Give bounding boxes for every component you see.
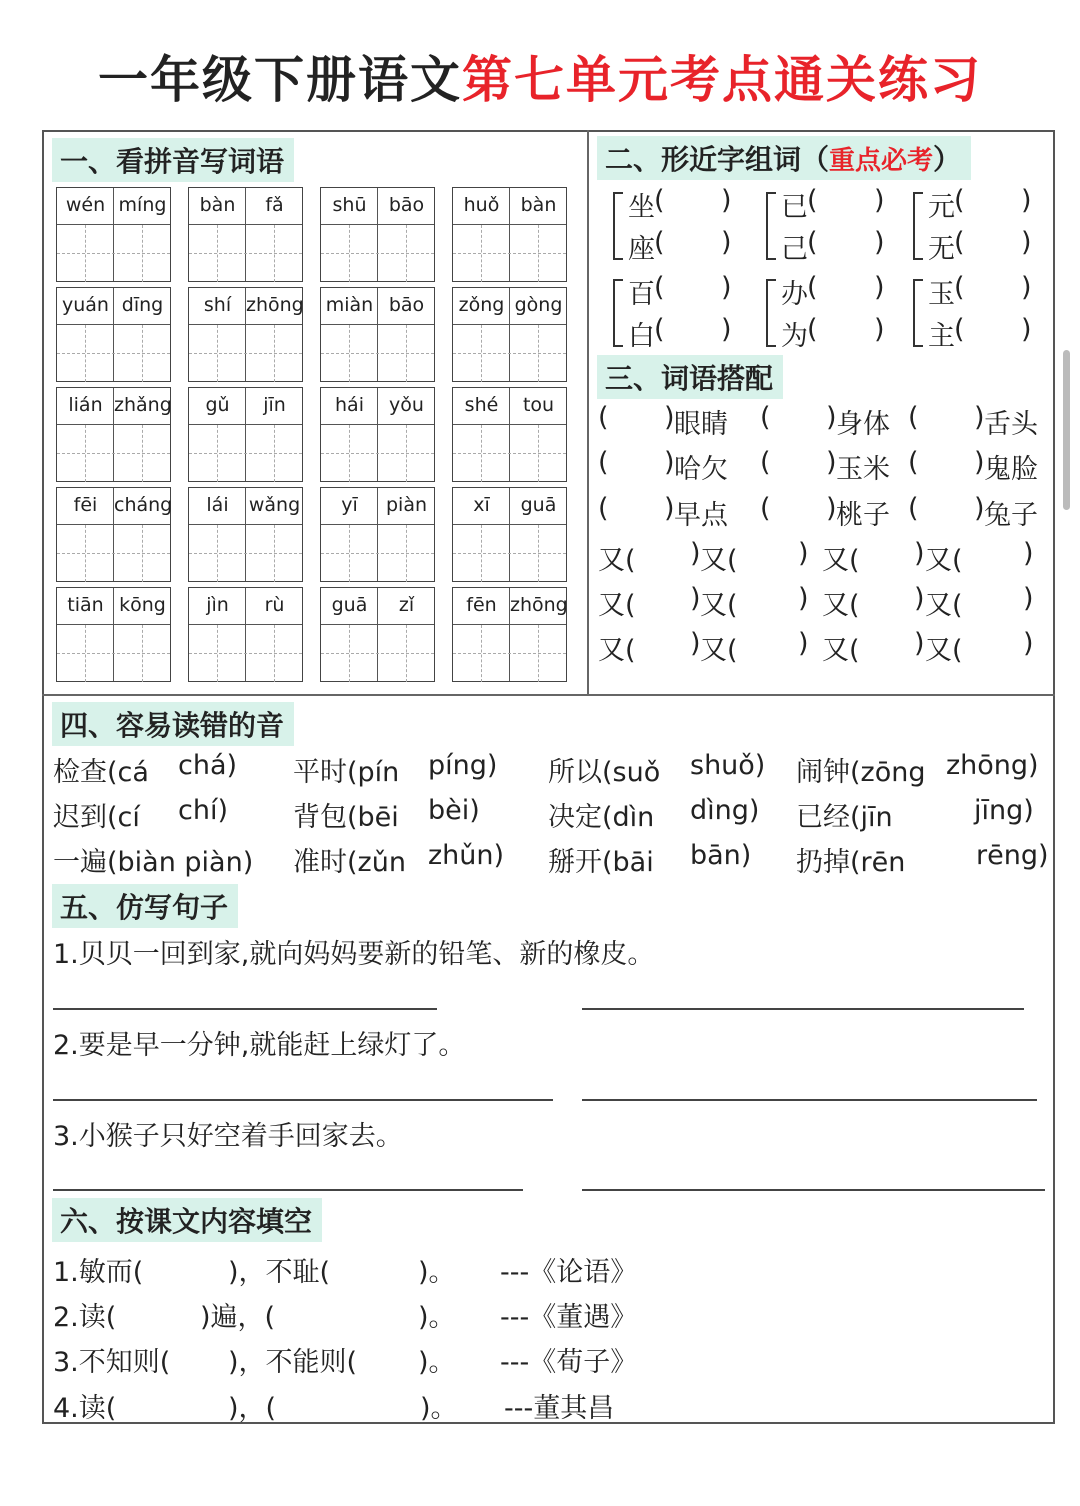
cell-guide-line xyxy=(85,325,86,382)
paren-close: ) xyxy=(798,583,809,614)
pinyin-left: lái xyxy=(206,494,229,516)
pinyin-left: shí xyxy=(203,294,232,316)
cell-guide-line xyxy=(142,425,143,482)
writing-cell[interactable] xyxy=(56,287,171,382)
match-word: 鬼脸 xyxy=(984,454,1038,485)
paren-open: ( xyxy=(807,227,818,258)
writing-cell[interactable] xyxy=(320,587,435,682)
cell-guide-line xyxy=(349,525,350,582)
cell-guide-line xyxy=(538,425,539,482)
reading-option: chá) xyxy=(178,750,238,781)
paren-close: ) xyxy=(664,493,675,524)
sentence-2: 2.要是早一分钟,就能赶上绿灯了。 xyxy=(53,1030,466,1061)
pinyin-left: xī xyxy=(473,494,490,516)
answer-line[interactable] xyxy=(53,1008,437,1010)
section-2-heading xyxy=(597,136,971,180)
answer-line[interactable] xyxy=(582,1189,1045,1191)
match-word: 舌头 xyxy=(984,409,1038,440)
paren-close: ) xyxy=(664,402,675,433)
cell-guide-line xyxy=(57,353,170,354)
pinyin-right: jīn xyxy=(263,394,286,416)
char-top: 百 xyxy=(628,279,655,310)
cell-guide-line xyxy=(57,653,170,654)
paren-open: ( xyxy=(654,227,665,258)
answer-line[interactable] xyxy=(582,1099,1037,1101)
cell-guide-line xyxy=(453,524,566,525)
reading-option: jīng) xyxy=(974,795,1034,826)
cell-guide-line xyxy=(85,425,86,482)
page-title xyxy=(0,40,1080,112)
reading-word: 决定(dìn xyxy=(548,802,655,833)
char-bottom: 为 xyxy=(781,321,808,352)
you-word-blank: 又( xyxy=(925,545,963,576)
pinyin-left: lián xyxy=(68,394,103,416)
you-word-blank: 又( xyxy=(700,635,738,666)
cell-guide-line xyxy=(321,224,434,225)
cell-guide-line xyxy=(57,453,170,454)
pinyin-right: kōng xyxy=(119,594,166,616)
you-word-blank: 又( xyxy=(700,545,738,576)
bracket xyxy=(913,192,923,260)
cell-guide-line xyxy=(406,325,407,382)
paren-close: ) xyxy=(874,185,885,216)
fill-4-source: ---董其昌 xyxy=(504,1393,615,1424)
writing-cell[interactable] xyxy=(452,187,567,282)
cell-guide-line xyxy=(189,324,302,325)
pinyin-left: huǒ xyxy=(463,194,500,216)
fill-3-b: )，不能则( xyxy=(228,1347,358,1378)
cell-guide-line xyxy=(57,224,170,225)
cell-guide-line xyxy=(189,624,302,625)
answer-line[interactable] xyxy=(53,1099,553,1101)
cell-guide-line xyxy=(321,524,434,525)
fill-2-c: )。 xyxy=(418,1302,456,1333)
cell-guide-line xyxy=(481,625,482,682)
fill-2-a: 2.读( xyxy=(53,1302,117,1333)
paren-close: ) xyxy=(874,314,885,345)
row-divider xyxy=(42,694,1055,696)
cell-guide-line xyxy=(321,424,434,425)
writing-cell[interactable] xyxy=(320,387,435,482)
pinyin-left: tiān xyxy=(67,594,104,616)
pinyin-left: bàn xyxy=(199,194,236,216)
cell-guide-line xyxy=(57,324,170,325)
cell-guide-line xyxy=(321,353,434,354)
writing-cell[interactable] xyxy=(188,587,303,682)
you-word-blank: 又( xyxy=(598,545,636,576)
cell-guide-line xyxy=(189,224,302,225)
paren-close: ) xyxy=(914,583,925,614)
char-top: 办 xyxy=(781,279,808,310)
paren-open: ( xyxy=(598,402,609,433)
reading-option: shuǒ) xyxy=(690,750,766,781)
cell-guide-line xyxy=(453,353,566,354)
paren-close: ) xyxy=(721,314,732,345)
pinyin-left: jìn xyxy=(206,594,229,616)
char-bottom: 主 xyxy=(928,321,955,352)
bracket xyxy=(766,279,776,347)
reading-word: 检查(cá xyxy=(53,757,149,788)
reading-word: 闹钟(zōng xyxy=(796,757,926,788)
cell-guide-line xyxy=(406,425,407,482)
reading-word: 扔掉(rēn xyxy=(796,847,906,878)
pinyin-left: shé xyxy=(464,394,499,416)
cell-guide-line xyxy=(481,525,482,582)
fill-4-b: )，( xyxy=(228,1393,277,1424)
cell-guide-line xyxy=(85,525,86,582)
paren-close: ) xyxy=(874,272,885,303)
cell-guide-line xyxy=(538,625,539,682)
char-top: 玉 xyxy=(928,279,955,310)
char-top: 已 xyxy=(781,192,808,223)
char-top: 坐 xyxy=(628,192,655,223)
pinyin-left: yuán xyxy=(62,294,109,316)
pinyin-right: dīng xyxy=(121,294,164,316)
fill-4-a: 4.读( xyxy=(53,1393,117,1424)
paren-open: ( xyxy=(954,227,965,258)
cell-guide-line xyxy=(453,424,566,425)
fill-1-c: )。 xyxy=(418,1257,456,1288)
cell-guide-line xyxy=(349,225,350,282)
you-word-blank: 又( xyxy=(925,590,963,621)
reading-option: zhōng) xyxy=(946,750,1039,781)
paren-close: ) xyxy=(1023,583,1034,614)
fill-3-c: )。 xyxy=(418,1347,456,1378)
paren-open: ( xyxy=(954,185,965,216)
paren-close: ) xyxy=(690,583,701,614)
cell-guide-line xyxy=(142,325,143,382)
fill-3-source: ---《荀子》 xyxy=(500,1347,638,1378)
cell-guide-line xyxy=(217,225,218,282)
paren-open: ( xyxy=(598,447,609,478)
cell-guide-line xyxy=(189,553,302,554)
match-word: 早点 xyxy=(674,500,728,531)
cell-guide-line xyxy=(85,225,86,282)
writing-cell[interactable] xyxy=(56,387,171,482)
paren-close: ) xyxy=(721,272,732,303)
pinyin-left: zǒng xyxy=(458,294,505,316)
title-black: 一年级下册语文 xyxy=(98,51,462,109)
section-2-title-end: ） xyxy=(933,143,962,176)
cell-guide-line xyxy=(57,253,170,254)
paren-open: ( xyxy=(954,314,965,345)
reading-option: chí) xyxy=(178,795,228,826)
char-bottom: 无 xyxy=(928,234,955,265)
scrollbar[interactable] xyxy=(1063,350,1070,510)
cell-guide-line xyxy=(274,625,275,682)
paren-close: ) xyxy=(914,538,925,569)
cell-guide-line xyxy=(217,625,218,682)
writing-cell[interactable] xyxy=(452,287,567,382)
paren-close: ) xyxy=(1023,628,1034,659)
answer-line[interactable] xyxy=(582,1008,1024,1010)
paren-open: ( xyxy=(760,402,771,433)
writing-cell[interactable] xyxy=(188,387,303,482)
cell-guide-line xyxy=(481,325,482,382)
fill-3-a: 3.不知则( xyxy=(53,1347,171,1378)
paren-close: ) xyxy=(721,227,732,258)
cell-guide-line xyxy=(274,325,275,382)
match-word: 身体 xyxy=(836,409,890,440)
paren-close: ) xyxy=(914,628,925,659)
char-bottom: 己 xyxy=(781,234,808,265)
cell-guide-line xyxy=(453,324,566,325)
char-top: 元 xyxy=(928,192,955,223)
cell-guide-line xyxy=(142,225,143,282)
cell-guide-line xyxy=(406,225,407,282)
reading-word: 已经(jīn xyxy=(796,802,893,833)
reading-option: bān) xyxy=(690,840,752,871)
pinyin-right: zhōng xyxy=(246,294,304,316)
pinyin-right: tou xyxy=(522,394,555,416)
column-divider xyxy=(587,130,589,695)
you-word-blank: 又( xyxy=(822,590,860,621)
cell-guide-line xyxy=(142,625,143,682)
bracket xyxy=(766,192,776,260)
paren-open: ( xyxy=(654,185,665,216)
match-word: 桃子 xyxy=(836,500,890,531)
pinyin-right: zǐ xyxy=(398,594,415,616)
fill-4-c: )。 xyxy=(420,1393,458,1424)
bracket xyxy=(613,192,623,260)
pinyin-left: wén xyxy=(65,194,106,216)
pinyin-right: yǒu xyxy=(389,394,424,416)
section-3-heading: 三、词语搭配 xyxy=(597,355,783,399)
fill-1-a: 1.敏而( xyxy=(53,1257,144,1288)
pinyin-right: bāo xyxy=(388,294,425,316)
pinyin-left: miàn xyxy=(325,294,374,316)
pinyin-right: guā xyxy=(520,494,557,516)
cell-guide-line xyxy=(189,253,302,254)
cell-guide-line xyxy=(274,525,275,582)
match-word: 玉米 xyxy=(836,454,890,485)
fill-2-source: ---《董遇》 xyxy=(500,1302,638,1333)
cell-guide-line xyxy=(217,525,218,582)
sentence-1: 1.贝贝一回到家,就向妈妈要新的铅笔、新的橡皮。 xyxy=(53,939,655,970)
paren-close: ) xyxy=(826,493,837,524)
reading-word: 迟到(cí xyxy=(53,802,140,833)
paren-close: ) xyxy=(1021,314,1032,345)
writing-cell[interactable] xyxy=(188,287,303,382)
paren-close: ) xyxy=(1021,272,1032,303)
paren-open: ( xyxy=(654,314,665,345)
cell-guide-line xyxy=(453,224,566,225)
cell-guide-line xyxy=(142,525,143,582)
pinyin-right: piàn xyxy=(385,494,428,516)
paren-close: ) xyxy=(974,493,985,524)
cell-guide-line xyxy=(321,553,434,554)
paren-close: ) xyxy=(826,402,837,433)
reading-word: 一遍(biàn piàn) xyxy=(53,847,254,878)
cell-guide-line xyxy=(453,253,566,254)
you-word-blank: 又( xyxy=(598,635,636,666)
paren-close: ) xyxy=(664,447,675,478)
match-word: 兔子 xyxy=(984,500,1038,531)
cell-guide-line xyxy=(349,625,350,682)
reading-word: 平时(pín xyxy=(293,757,400,788)
paren-close: ) xyxy=(690,538,701,569)
cell-guide-line xyxy=(321,653,434,654)
reading-word: 准时(zǔn xyxy=(293,847,406,878)
bracket xyxy=(613,279,623,347)
you-word-blank: 又( xyxy=(822,545,860,576)
match-word: 眼睛 xyxy=(674,409,728,440)
cell-guide-line xyxy=(57,424,170,425)
writing-cell[interactable] xyxy=(452,587,567,682)
sentence-3: 3.小猴子只好空着手回家去。 xyxy=(53,1121,403,1152)
reading-option: píng) xyxy=(428,750,498,781)
cell-guide-line xyxy=(406,625,407,682)
you-word-blank: 又( xyxy=(700,590,738,621)
paren-open: ( xyxy=(654,272,665,303)
writing-cell[interactable] xyxy=(452,487,567,582)
writing-cell[interactable] xyxy=(56,187,171,282)
paren-open: ( xyxy=(908,402,919,433)
section-4-heading: 四、容易读错的音 xyxy=(52,702,294,746)
writing-cell[interactable] xyxy=(452,387,567,482)
paren-close: ) xyxy=(798,538,809,569)
reading-option: bèi) xyxy=(428,795,480,826)
paren-open: ( xyxy=(954,272,965,303)
cell-guide-line xyxy=(538,525,539,582)
bracket xyxy=(913,279,923,347)
cell-guide-line xyxy=(217,325,218,382)
pinyin-left: fēn xyxy=(466,594,497,616)
cell-guide-line xyxy=(189,653,302,654)
reading-option: rēng) xyxy=(976,840,1049,871)
paren-open: ( xyxy=(598,493,609,524)
cell-guide-line xyxy=(453,624,566,625)
paren-close: ) xyxy=(974,402,985,433)
char-bottom: 座 xyxy=(628,234,655,265)
cell-guide-line xyxy=(321,324,434,325)
paren-close: ) xyxy=(1021,227,1032,258)
cell-guide-line xyxy=(57,553,170,554)
pinyin-right: míng xyxy=(118,194,167,216)
cell-guide-line xyxy=(57,524,170,525)
paren-open: ( xyxy=(908,447,919,478)
pinyin-left: yī xyxy=(341,494,358,516)
paren-close: ) xyxy=(974,447,985,478)
paren-close: ) xyxy=(1021,185,1032,216)
writing-cell[interactable] xyxy=(188,487,303,582)
you-word-blank: 又( xyxy=(598,590,636,621)
cell-guide-line xyxy=(538,225,539,282)
reading-word: 掰开(bāi xyxy=(548,847,654,878)
section-6-heading: 六、按课文内容填空 xyxy=(52,1198,322,1242)
cell-guide-line xyxy=(85,625,86,682)
fill-2-b: )遍，( xyxy=(200,1302,276,1333)
cell-guide-line xyxy=(274,425,275,482)
pinyin-right: fǎ xyxy=(265,194,284,216)
fill-1-b: )，不耻( xyxy=(228,1257,331,1288)
cell-guide-line xyxy=(274,225,275,282)
paren-open: ( xyxy=(908,493,919,524)
cell-guide-line xyxy=(349,325,350,382)
match-word: 哈欠 xyxy=(674,454,728,485)
pinyin-right: wǎng xyxy=(248,494,301,516)
answer-line[interactable] xyxy=(53,1189,523,1191)
cell-guide-line xyxy=(57,624,170,625)
cell-guide-line xyxy=(321,253,434,254)
cell-guide-line xyxy=(453,453,566,454)
section-2-highlight: 重点必考 xyxy=(829,146,934,176)
cell-guide-line xyxy=(349,425,350,482)
pinyin-right: zhōng xyxy=(510,594,568,616)
writing-cell[interactable] xyxy=(56,487,171,582)
cell-guide-line xyxy=(321,453,434,454)
paren-open: ( xyxy=(807,185,818,216)
paren-open: ( xyxy=(807,314,818,345)
cell-guide-line xyxy=(217,425,218,482)
paren-close: ) xyxy=(826,447,837,478)
cell-guide-line xyxy=(538,325,539,382)
fill-1-source: ---《论语》 xyxy=(500,1257,638,1288)
pinyin-left: fēi xyxy=(73,494,98,516)
paren-close: ) xyxy=(874,227,885,258)
writing-cell[interactable] xyxy=(320,187,435,282)
paren-close: ) xyxy=(1023,538,1034,569)
paren-open: ( xyxy=(760,447,771,478)
cell-guide-line xyxy=(481,425,482,482)
pinyin-left: hái xyxy=(335,394,364,416)
you-word-blank: 又( xyxy=(925,635,963,666)
cell-guide-line xyxy=(481,225,482,282)
cell-guide-line xyxy=(189,453,302,454)
cell-guide-line xyxy=(321,624,434,625)
cell-guide-line xyxy=(453,653,566,654)
cell-guide-line xyxy=(189,524,302,525)
pinyin-right: cháng xyxy=(114,494,173,516)
cell-guide-line xyxy=(453,553,566,554)
section-2-title: 二、形近字组词（ xyxy=(605,143,830,176)
writing-cell[interactable] xyxy=(56,587,171,682)
writing-cell[interactable] xyxy=(188,187,303,282)
pinyin-right: gòng xyxy=(514,294,563,316)
reading-option: zhǔn) xyxy=(428,840,505,871)
you-word-blank: 又( xyxy=(822,635,860,666)
pinyin-right: bàn xyxy=(520,194,557,216)
writing-cell[interactable] xyxy=(320,487,435,582)
pinyin-left: shū xyxy=(332,194,367,216)
paren-close: ) xyxy=(721,185,732,216)
pinyin-right: rù xyxy=(264,594,285,616)
pinyin-right: bāo xyxy=(388,194,425,216)
section-5-heading: 五、仿写句子 xyxy=(52,884,238,928)
writing-cell[interactable] xyxy=(320,287,435,382)
paren-open: ( xyxy=(760,493,771,524)
pinyin-right: zhǎng xyxy=(114,394,172,416)
cell-guide-line xyxy=(189,424,302,425)
reading-option: dìng) xyxy=(690,795,760,826)
reading-word: 所以(suǒ xyxy=(548,757,661,788)
reading-word: 背包(bēi xyxy=(293,802,399,833)
cell-guide-line xyxy=(189,353,302,354)
title-red: 第七单元考点通关练习 xyxy=(462,51,982,109)
paren-open: ( xyxy=(807,272,818,303)
char-bottom: 白 xyxy=(628,321,655,352)
pinyin-left: guā xyxy=(331,594,368,616)
paren-close: ) xyxy=(690,628,701,659)
paren-close: ) xyxy=(798,628,809,659)
cell-guide-line xyxy=(406,525,407,582)
pinyin-left: gǔ xyxy=(205,394,230,416)
section-1-heading: 一、看拼音写词语 xyxy=(52,138,294,182)
